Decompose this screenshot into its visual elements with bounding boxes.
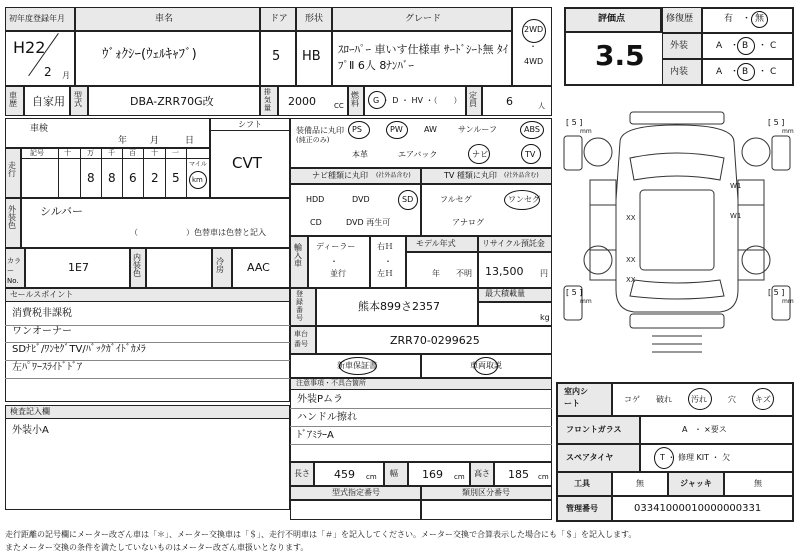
equip-aw: AW bbox=[424, 125, 437, 134]
car-diagram bbox=[560, 100, 794, 372]
ext-c: C bbox=[770, 41, 777, 51]
drive-2wd: 2WD bbox=[524, 25, 544, 34]
shape-label: 形状 bbox=[305, 14, 324, 24]
navi-label: ナビ種類に丸印 bbox=[312, 171, 368, 180]
hgt-unit: cm bbox=[538, 473, 549, 481]
mileage-h5: 十 bbox=[151, 149, 158, 157]
manual: 車両取説 bbox=[470, 361, 502, 370]
len-unit: cm bbox=[366, 473, 377, 481]
navi-cd: CD bbox=[310, 218, 322, 227]
inspector-cell bbox=[5, 405, 290, 510]
diagram-w1-b: W1 bbox=[730, 212, 742, 220]
equip-airbag: エアバック bbox=[398, 150, 438, 159]
equipment-label: 装備品に丸印 bbox=[296, 126, 344, 135]
mileage-mile: マイル bbox=[189, 161, 207, 168]
wid-value: 169 bbox=[422, 468, 443, 481]
intcolor-cell bbox=[146, 248, 212, 288]
front-right-wheel bbox=[742, 138, 770, 166]
drive-4wd: 4WD bbox=[524, 57, 544, 66]
score-value: 3.5 bbox=[595, 39, 645, 72]
jack-label: ジャッキ bbox=[680, 479, 712, 488]
diagram-xx-c: XX bbox=[626, 276, 636, 284]
mileage-d4: 5 bbox=[172, 171, 180, 185]
import-label: 輸入車 bbox=[294, 243, 302, 268]
tv-fullseg: フルセグ bbox=[440, 195, 472, 204]
import-hand-dot: ・ bbox=[384, 257, 392, 266]
note-3: ﾄﾞｱﾐﾗｰA bbox=[297, 430, 334, 441]
mileage-d3: 2 bbox=[151, 171, 159, 185]
windshield-a: A bbox=[682, 425, 688, 434]
registration-label: 登録番号 bbox=[296, 290, 303, 322]
import-dot: ・ bbox=[330, 257, 338, 266]
inspector-label: 検査記入欄 bbox=[10, 407, 50, 416]
navi-hdd: HDD bbox=[306, 195, 325, 204]
color-label: 外装色 bbox=[8, 205, 16, 230]
hgt-label: 高さ bbox=[474, 469, 490, 478]
ac-label: 冷房 bbox=[216, 257, 224, 274]
mileage-h4: 百 bbox=[129, 149, 136, 157]
equip-ps: PS bbox=[352, 125, 362, 134]
diagram-xx-a: XX bbox=[626, 214, 636, 222]
first-reg-label: 初年度登録年月 bbox=[9, 14, 65, 23]
mileage-h3: 千 bbox=[108, 149, 115, 157]
tread-fr-unit: mm bbox=[782, 128, 794, 135]
windshield-label: フロントガラス bbox=[566, 425, 622, 434]
tread-rl: [ 5 ] bbox=[566, 288, 583, 297]
fuel-options: G ・ D ・ HV ・（ ） bbox=[373, 96, 462, 105]
ext-dot2: ・ bbox=[758, 41, 768, 51]
mileage-h0: 記号 bbox=[30, 149, 44, 157]
note-2: ハンドル擦れ bbox=[297, 412, 357, 423]
sales-point-3: SDﾅﾋﾞ/ﾜﾝｾｸﾞTV/ﾊﾞｯｸｶﾞｲﾄﾞｶﾒﾗ bbox=[12, 344, 146, 355]
recycle-unit: 円 bbox=[540, 269, 548, 278]
cap-value: 6 bbox=[506, 95, 513, 108]
color-value: シルバー bbox=[40, 205, 83, 218]
new-guarantee: 新車保証書 bbox=[337, 361, 377, 370]
sales-point-4: 左ﾊﾟﾜｰｽﾗｲﾄﾞﾄﾞｱ bbox=[12, 362, 82, 373]
tread-rr-unit: mm bbox=[782, 298, 794, 305]
equip-leather: 本革 bbox=[352, 150, 368, 159]
inspection-label: 車検 bbox=[30, 124, 49, 134]
colorcode-label: カラーNo. bbox=[7, 257, 21, 285]
tread-rl-unit: mm bbox=[580, 298, 592, 305]
ext-grade-label: 外装 bbox=[670, 41, 689, 51]
reg-month: 2 bbox=[44, 65, 52, 79]
recycle-value: 13,500 bbox=[485, 265, 524, 278]
windshield-shape bbox=[630, 153, 724, 180]
chassis-label: 車台番号 bbox=[294, 330, 308, 348]
navi-dvd: DVD bbox=[352, 195, 370, 204]
windshield-dot: ・ bbox=[694, 425, 702, 434]
sales-points-label: セールスポイント bbox=[10, 290, 74, 299]
equipment-sub: (純正のみ) bbox=[296, 136, 330, 144]
front-bumper bbox=[630, 112, 724, 124]
left-side-body bbox=[590, 180, 616, 280]
class-value: 自家用 bbox=[32, 95, 65, 108]
fuel-label: 燃料 bbox=[351, 91, 359, 108]
sales-point-2: ワンオーナー bbox=[12, 326, 72, 337]
seat-dirt: 汚れ bbox=[691, 395, 707, 404]
wid-unit: cm bbox=[454, 473, 465, 481]
door-value: 5 bbox=[272, 49, 281, 64]
len-value: 459 bbox=[334, 468, 355, 481]
shift-value: CVT bbox=[232, 154, 262, 172]
tread-fr: [ 5 ] bbox=[768, 118, 785, 127]
grade-label: グレード bbox=[405, 14, 442, 24]
front-left-wheel bbox=[584, 138, 612, 166]
right-side-body bbox=[738, 180, 764, 280]
drive-dot: ・ bbox=[529, 42, 537, 51]
seat-hole: 穴 bbox=[728, 395, 736, 404]
reg-era-year: H22 bbox=[13, 38, 46, 57]
car-name-label: 車名 bbox=[155, 14, 174, 24]
color-paren: （ ）色替車は色替と記入 bbox=[130, 228, 266, 237]
equip-sunroof: サンルーフ bbox=[458, 125, 497, 134]
repair-label: 修復歴 bbox=[666, 14, 694, 24]
note-1: 外装Pムラ bbox=[297, 394, 344, 405]
door-label: ドア bbox=[270, 14, 288, 24]
cap-unit: 人 bbox=[538, 102, 545, 110]
int-a: A bbox=[716, 67, 723, 77]
footer-line2: またメーター交換の条件を満たしていないものはメーター改ざん車扱いとなります。 bbox=[5, 543, 309, 552]
mileage-h2: 万 bbox=[87, 149, 94, 157]
cc-label: 排気量 bbox=[264, 88, 271, 112]
import-dealer: ディーラー bbox=[316, 242, 356, 251]
mileage-d1: 8 bbox=[108, 171, 116, 185]
mileage-h1: 十 bbox=[64, 149, 71, 157]
tread-fl: [ 5 ] bbox=[566, 118, 583, 127]
class-number-cell bbox=[421, 500, 552, 520]
diagram-w1-a: W1 bbox=[730, 182, 742, 190]
shift-label: シフト bbox=[238, 120, 262, 129]
tools-value: 無 bbox=[636, 479, 644, 488]
diagram-xx-b: XX bbox=[626, 256, 636, 264]
class-number-label: 類別区分番号 bbox=[462, 488, 510, 497]
control-label: 管理番号 bbox=[566, 504, 598, 513]
import-rh: 右Ｈ bbox=[377, 242, 393, 251]
tv-sub: (社外品含む) bbox=[504, 172, 539, 179]
cap-cell bbox=[482, 86, 552, 116]
footer-line1: 走行距離の記号欄にメーター改ざん車は「＊」、メーター交換車は「＄」、走行不明車は「＃」を記入してください。メーター交換で合算表示した場合にも「＄」を記入します。 bbox=[5, 530, 637, 539]
navi-sub: (社外品含む) bbox=[376, 172, 411, 179]
reg-month-unit: 月 bbox=[62, 71, 70, 80]
model-label: 型式 bbox=[74, 91, 82, 108]
jack-value: 無 bbox=[754, 479, 762, 488]
mileage-d2: 6 bbox=[129, 171, 137, 185]
tv-analog: アナログ bbox=[452, 218, 484, 227]
hgt-value: 185 bbox=[508, 468, 529, 481]
spare-tire-options: T ・ 修理 KIT ・ 欠 bbox=[660, 453, 731, 462]
max-load-label: 最大積載量 bbox=[485, 289, 525, 298]
equip-pw: PW bbox=[390, 125, 403, 134]
repair-yes: 有 bbox=[724, 14, 734, 24]
inspection-day: 日 bbox=[185, 136, 195, 146]
ac-value: AAC bbox=[247, 261, 270, 274]
ext-b: B bbox=[742, 41, 749, 51]
import-lh: 左Ｈ bbox=[377, 269, 393, 278]
registration-value: 熊本899さ2357 bbox=[358, 300, 440, 313]
ext-a: A bbox=[716, 41, 723, 51]
tread-rr: [ 5 ] bbox=[768, 288, 785, 297]
tools-label: 工具 bbox=[574, 479, 590, 488]
seat-tear: 破れ bbox=[656, 395, 672, 404]
spare-tire-label: スペアタイヤ bbox=[566, 453, 614, 462]
colorcode-value: 1E7 bbox=[68, 261, 89, 274]
inspection-year: 年 bbox=[118, 136, 128, 146]
roof-shape bbox=[640, 190, 714, 270]
int-grade-label: 内装 bbox=[670, 67, 689, 77]
inspector-value: 外装小A bbox=[12, 425, 49, 436]
tv-oneseg: ワンセグ bbox=[508, 195, 540, 204]
shape-value: HB bbox=[302, 49, 321, 64]
inspection-month: 月 bbox=[150, 136, 160, 146]
mileage-label: 走行 bbox=[8, 161, 16, 178]
mileage-d0: 8 bbox=[87, 171, 95, 185]
tread-fl-unit: mm bbox=[580, 128, 592, 135]
seat-scratch: キズ bbox=[755, 395, 771, 404]
intcolor-label: 内装色 bbox=[133, 253, 141, 278]
interior-seat-label: 室内シート bbox=[564, 387, 588, 408]
ext-dot1: ・ bbox=[730, 41, 740, 51]
repair-dot: ・ bbox=[742, 14, 752, 24]
chassis-value: ZRR70-0299625 bbox=[390, 334, 480, 347]
equip-navi: ナビ bbox=[472, 150, 488, 159]
navi-sd: SD bbox=[402, 195, 414, 204]
grade-value: ｽﾛｰﾊﾟｰ 車いす仕様車 ｻｰﾄﾞｼｰﾄ無 ﾀｲﾌﾟⅡ 6人 8ﾅﾝﾊﾞｰ bbox=[338, 43, 508, 72]
int-b: B bbox=[742, 67, 749, 77]
int-c: C bbox=[770, 67, 777, 77]
cc-unit: CC bbox=[334, 102, 344, 110]
sales-point-1: 消費税非課税 bbox=[12, 308, 72, 319]
score-label: 評価点 bbox=[598, 14, 626, 24]
model-year-unknown: 不明 bbox=[456, 269, 472, 278]
type-designation-cell bbox=[290, 500, 421, 520]
equip-abs: ABS bbox=[524, 125, 540, 134]
model-value: DBA-ZRR70G改 bbox=[130, 95, 214, 108]
len-label: 長さ bbox=[294, 469, 310, 478]
repair-no: 無 bbox=[755, 14, 765, 24]
max-load-kg: kg bbox=[540, 313, 550, 322]
model-year-year: 年 bbox=[432, 269, 440, 278]
class-label: 車歴 bbox=[9, 91, 17, 108]
seat-burn: コゲ bbox=[624, 395, 640, 404]
notes-label: 注意事項・不具合箇所 bbox=[296, 379, 366, 387]
car-name-value: ｳﾞｫｸｼｰ(ｳｪﾙｷｬﾌﾞ) bbox=[102, 47, 197, 62]
navi-dvd-play: DVD 再生可 bbox=[346, 218, 391, 227]
rear-bumper bbox=[630, 314, 724, 328]
control-value: 03341000010000000331 bbox=[634, 503, 762, 514]
mileage-h6: 一 bbox=[172, 149, 179, 157]
cap-label: 定員 bbox=[469, 91, 477, 108]
int-dot1: ・ bbox=[730, 67, 740, 77]
tv-label: TV 種類に丸印 bbox=[444, 171, 497, 180]
recycle-label: リサイクル預託金 bbox=[482, 239, 545, 248]
model-year-label: モデル年式 bbox=[416, 239, 456, 248]
import-parallel: 並行 bbox=[330, 269, 346, 278]
equip-tv: TV bbox=[525, 150, 536, 159]
rear-window-shape bbox=[630, 280, 724, 299]
wid-label: 幅 bbox=[390, 469, 398, 478]
mileage-km: km bbox=[192, 176, 203, 184]
type-designation-label: 型式指定番号 bbox=[332, 488, 380, 497]
windshield-replace: ×要ス bbox=[704, 425, 727, 434]
int-dot2: ・ bbox=[758, 67, 768, 77]
cc-value: 2000 bbox=[288, 95, 316, 108]
